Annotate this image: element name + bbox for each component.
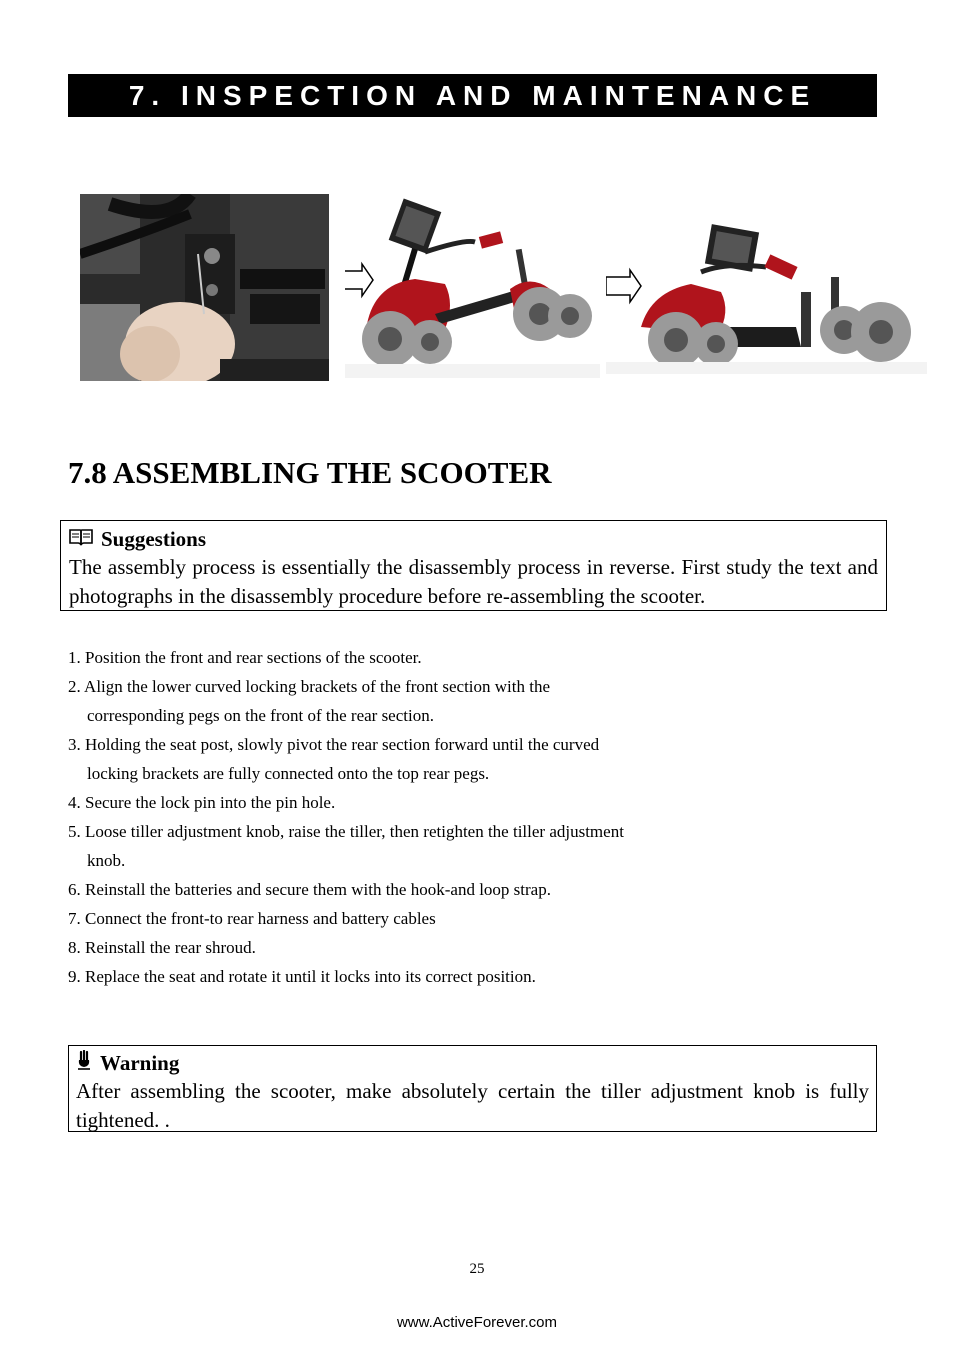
warning-header bbox=[76, 1049, 869, 1077]
suggestions-header bbox=[69, 525, 878, 553]
scooter-pivot-photo bbox=[345, 194, 600, 378]
footer-url: www.ActiveForever.com bbox=[396, 1314, 558, 1331]
list-item: 2. Align the lower curved locking brackets of the front section with the corresponding pegs on the front of the rear section. bbox=[68, 677, 551, 725]
chapter-banner bbox=[68, 74, 877, 117]
list-item: 1. Position the front and rear sections of the scooter. bbox=[68, 648, 422, 667]
section-title: 7.8 ASSEMBLING THE SCOOTER bbox=[68, 455, 552, 490]
list-item: 4. Secure the lock pin into the pin hole. bbox=[68, 793, 336, 812]
list-item: 3. Holding the seat post, slowly pivot the rear section forward until the curved locking brackets are fully connected onto the top rear pegs. bbox=[68, 735, 600, 783]
warning-text: After assembling the scooter, make absolutely certain the tiller adjustment knob is fully tightened. . bbox=[76, 1079, 869, 1132]
warning-box bbox=[68, 1045, 877, 1132]
scooter-assembled-photo bbox=[606, 222, 927, 374]
warning-title: Warning bbox=[100, 1051, 180, 1075]
suggestions-text: The assembly process is essentially the disassembly process in reverse. First study the text and photographs in the disassembly procedure before re-assembling the scooter. bbox=[69, 555, 878, 608]
list-item: 8. Reinstall the rear shroud. bbox=[68, 938, 256, 957]
list-item: 7. Connect the front-to rear harness and battery cables bbox=[68, 909, 436, 928]
assembly-steps-list bbox=[68, 643, 648, 991]
warning-hand-icon bbox=[76, 1049, 92, 1077]
list-item: 5. Loose tiller adjustment knob, raise the tiller, then retighten the tiller adjustment knob. bbox=[68, 822, 624, 870]
list-item: 9. Replace the seat and rotate it until it locks into its correct position. bbox=[68, 967, 536, 986]
book-icon bbox=[69, 525, 93, 553]
suggestions-title: Suggestions bbox=[101, 527, 207, 551]
lock-pin-photo bbox=[80, 194, 329, 381]
chapter-title: 7. INSPECTION AND MAINTENANCE bbox=[128, 79, 817, 111]
list-item: 6. Reinstall the batteries and secure them with the hook-and loop strap. bbox=[68, 880, 551, 899]
suggestions-box bbox=[60, 520, 887, 611]
page-number: 25 bbox=[469, 1261, 485, 1277]
